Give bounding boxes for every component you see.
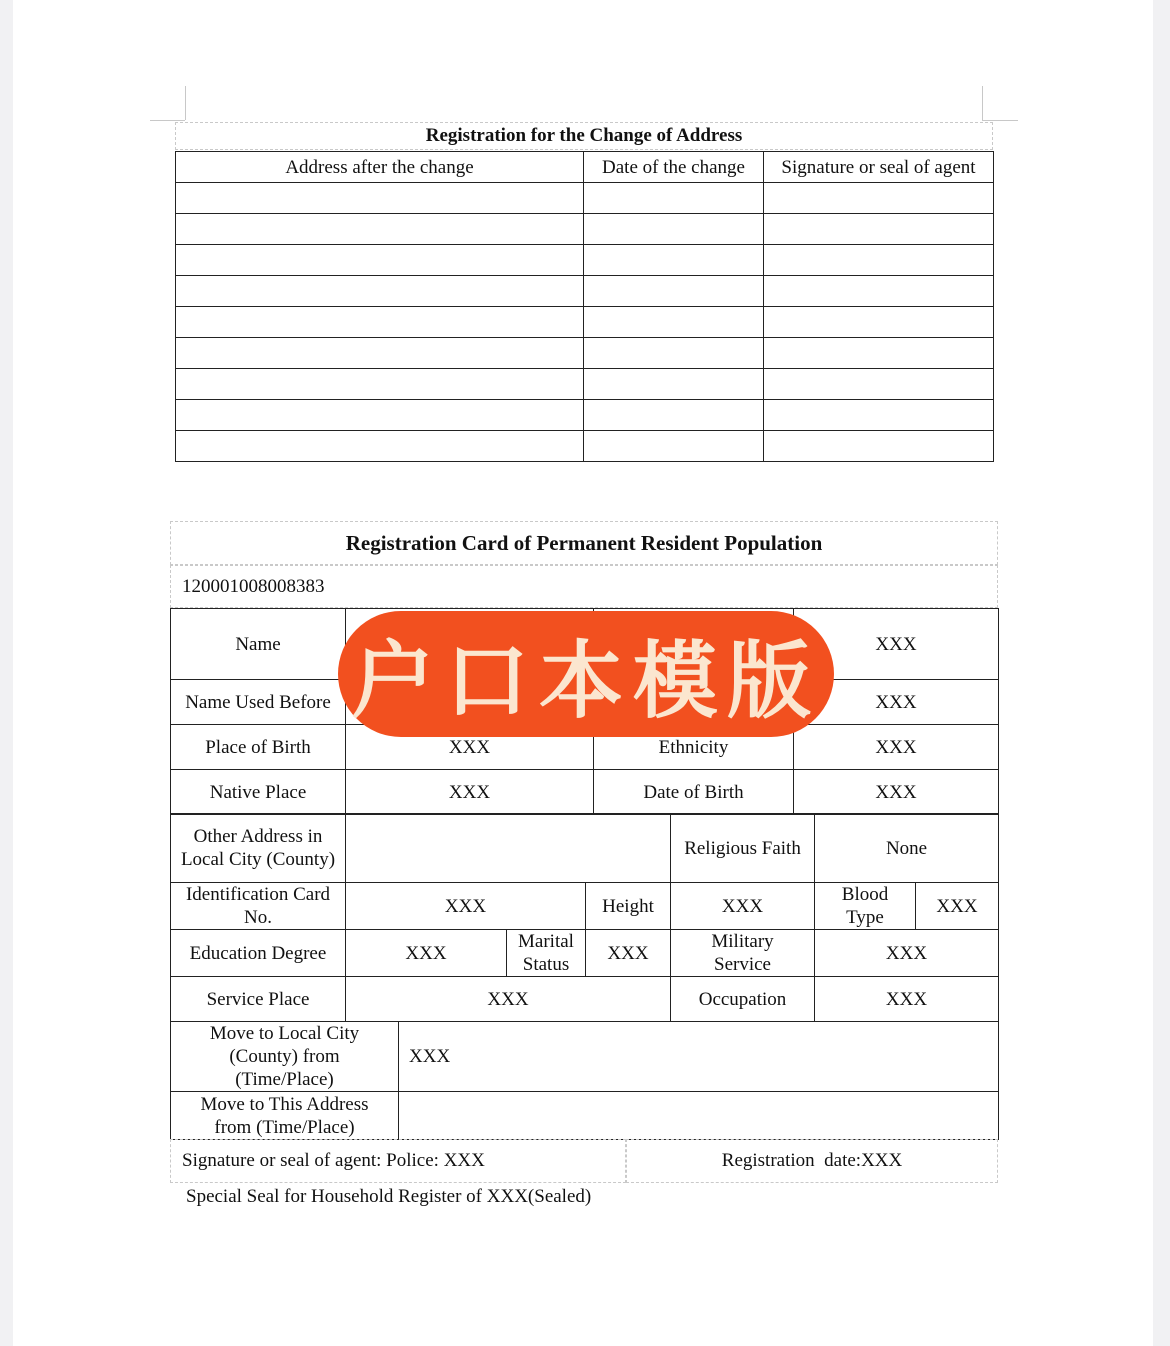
address-cell[interactable] <box>176 400 584 431</box>
height-value[interactable]: XXX <box>671 883 815 930</box>
education-value[interactable]: XXX <box>346 930 507 977</box>
address-cell[interactable] <box>176 369 584 400</box>
date-cell[interactable] <box>584 369 764 400</box>
corner-mark-top-right <box>982 86 983 120</box>
move-history-table <box>170 1021 999 1140</box>
change-of-address-title: Registration for the Change of Address <box>175 122 993 150</box>
details-table <box>170 813 999 1022</box>
blood-type-value[interactable]: XXX <box>916 883 999 930</box>
signature-cell[interactable] <box>764 245 994 276</box>
date-cell[interactable] <box>584 183 764 214</box>
occupation-label: Occupation <box>671 977 815 1022</box>
serial-number: 120001008008383 <box>182 575 325 597</box>
signature-cell[interactable] <box>764 431 994 462</box>
signature-cell[interactable] <box>764 307 994 338</box>
table-row <box>176 276 994 307</box>
document-page <box>13 0 1153 1346</box>
native-place-value[interactable]: XXX <box>346 770 594 815</box>
date-of-birth-value[interactable]: XXX <box>794 770 999 815</box>
address-cell[interactable] <box>176 214 584 245</box>
header-date-of-change: Date of the change <box>584 152 764 183</box>
special-seal-text: Special Seal for Household Register of XXX(Sealed) <box>186 1186 592 1207</box>
move-this-address-value[interactable] <box>399 1092 999 1140</box>
stamp-text: 户口本模版 <box>350 631 821 730</box>
header-signature-seal-agent: Signature or seal of agent <box>764 152 994 183</box>
military-service-value[interactable]: XXX <box>815 930 999 977</box>
table-row <box>176 245 994 276</box>
education-label: Education Degree <box>171 930 346 977</box>
serial-number-box <box>170 565 998 608</box>
gender-value[interactable]: XXX <box>794 680 999 725</box>
move-local-city-label: Move to Local City (County) from (Time/Place) <box>171 1022 399 1092</box>
address-cell[interactable] <box>176 276 584 307</box>
registration-date-text: Registration date:XXX <box>721 1150 903 1171</box>
signature-cell[interactable] <box>764 183 994 214</box>
date-cell[interactable] <box>584 338 764 369</box>
religious-faith-value[interactable]: None <box>815 814 999 883</box>
signature-cell[interactable] <box>764 276 994 307</box>
header-address-after-change: Address after the change <box>176 152 584 183</box>
agent-signature-text: Signature or seal of agent: Police: XXX <box>182 1150 485 1171</box>
service-place-value[interactable]: XXX <box>346 977 671 1022</box>
address-cell[interactable] <box>176 307 584 338</box>
address-cell[interactable] <box>176 338 584 369</box>
id-card-value[interactable]: XXX <box>346 883 586 930</box>
signature-cell[interactable] <box>764 338 994 369</box>
occupation-value[interactable]: XXX <box>815 977 999 1022</box>
table-row <box>171 814 999 883</box>
signature-cell[interactable] <box>764 400 994 431</box>
date-cell[interactable] <box>584 400 764 431</box>
ethnicity-label: Ethnicity <box>594 725 794 770</box>
other-address-value[interactable] <box>346 814 671 883</box>
corner-mark-top-right-h <box>982 120 1018 121</box>
table-row <box>176 183 994 214</box>
place-of-birth-value[interactable]: XXX <box>346 725 594 770</box>
table-row <box>171 770 999 815</box>
service-place-label: Service Place <box>171 977 346 1022</box>
date-cell[interactable] <box>584 214 764 245</box>
corner-mark-top-left <box>185 86 186 120</box>
table-row <box>171 930 999 977</box>
other-address-label: Other Address in Local City (County) <box>171 814 346 883</box>
id-card-label: Identification Card No. <box>171 883 346 930</box>
table-row <box>176 431 994 462</box>
table-row <box>171 1092 999 1140</box>
name-used-before-label: Name Used Before <box>171 680 346 725</box>
ethnicity-value[interactable]: XXX <box>794 725 999 770</box>
native-place-label: Native Place <box>171 770 346 815</box>
marital-status-value[interactable]: XXX <box>586 930 671 977</box>
household-head-relation-value[interactable]: XXX <box>794 609 999 680</box>
date-cell[interactable] <box>584 431 764 462</box>
address-cell[interactable] <box>176 183 584 214</box>
table-row <box>171 977 999 1022</box>
card-title-box <box>170 521 998 565</box>
signature-cell[interactable] <box>764 214 994 245</box>
move-local-city-value[interactable]: XXX <box>399 1022 999 1092</box>
table-header-row <box>176 152 994 183</box>
template-watermark-stamp <box>338 611 834 737</box>
table-row <box>171 1022 999 1092</box>
date-cell[interactable] <box>584 245 764 276</box>
table-row <box>176 400 994 431</box>
address-cell[interactable] <box>176 431 584 462</box>
table-row <box>176 338 994 369</box>
table-row <box>176 369 994 400</box>
address-cell[interactable] <box>176 245 584 276</box>
date-cell[interactable] <box>584 307 764 338</box>
blood-type-label: Blood Type <box>815 883 916 930</box>
name-label: Name <box>171 609 346 680</box>
table-row <box>176 307 994 338</box>
registration-date-box <box>626 1139 998 1183</box>
signature-cell[interactable] <box>764 369 994 400</box>
place-of-birth-label: Place of Birth <box>171 725 346 770</box>
signature-box <box>170 1139 626 1183</box>
religious-faith-label: Religious Faith <box>671 814 815 883</box>
date-of-birth-label: Date of Birth <box>594 770 794 815</box>
change-of-address-table <box>175 151 994 462</box>
marital-status-label: Marital Status <box>507 930 586 977</box>
table-row <box>171 883 999 930</box>
table-row <box>176 214 994 245</box>
height-label: Height <box>586 883 671 930</box>
date-cell[interactable] <box>584 276 764 307</box>
card-title: Registration Card of Permanent Resident Population <box>345 530 823 555</box>
military-service-label: Military Service <box>671 930 815 977</box>
move-this-address-label: Move to This Address from (Time/Place) <box>171 1092 399 1140</box>
corner-mark-top-left-h <box>150 120 185 121</box>
